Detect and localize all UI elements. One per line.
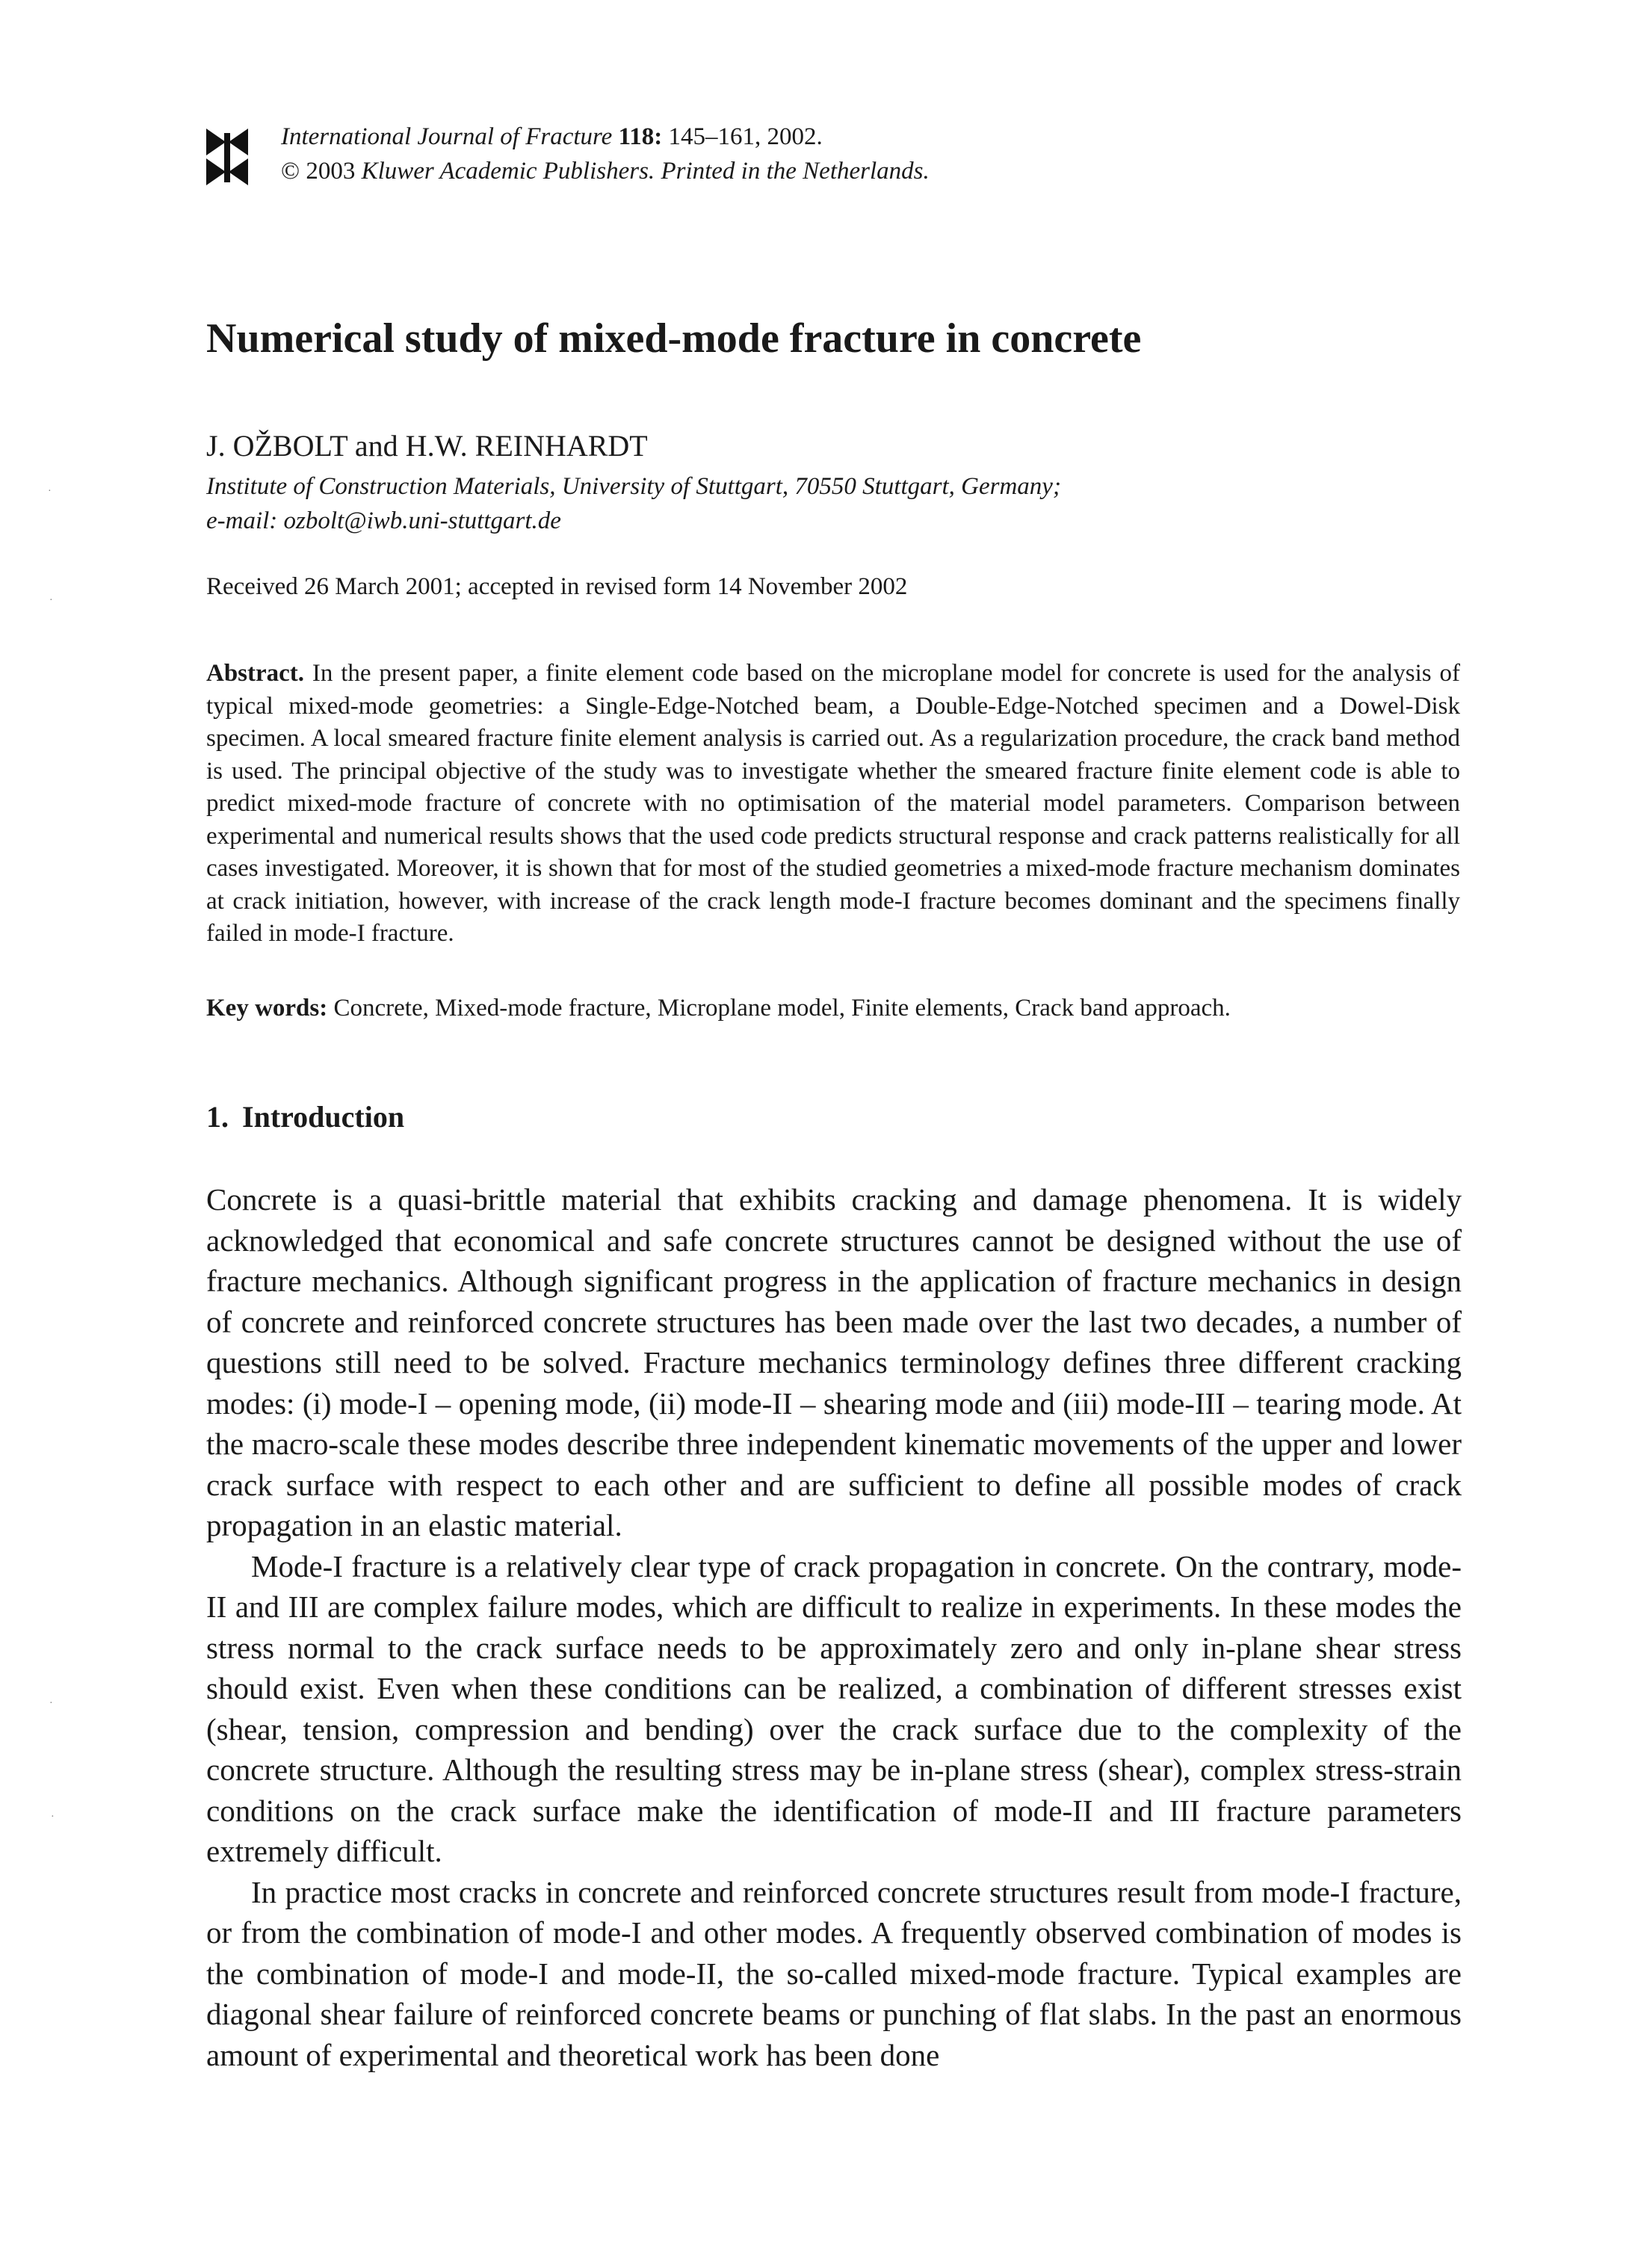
publisher-name: Kluwer Academic Publishers. [361, 158, 655, 185]
copyright-year: © 2003 [281, 158, 356, 185]
body-text [206, 1179, 1462, 2075]
scan-speck: · [51, 1811, 55, 1823]
keywords-text: Concrete, Mixed-mode fracture, Microplane model, Finite elements, Crack band approach. [333, 995, 1231, 1022]
received-dates: Received 26 March 2001; accepted in revised form 14 November 2002 [206, 573, 908, 600]
section-heading [206, 1097, 404, 1137]
journal-line-1 [281, 120, 930, 154]
journal-citation [281, 120, 930, 188]
paragraph: In practice most cracks in concrete and reinforced concrete structures result from mode-I fracture, or from the combination of mode-I and other modes. A frequently observed combination of modes is the combination of mode-I and mode-II, the so-called mixed-mode fracture. Typical examples are diagonal shear failure of reinforced concrete beams or punching of flat slabs. In the past an enormous amount of experimental and theoretical work has been done [206, 1874, 1462, 2072]
scan-speck: · [49, 595, 53, 606]
abstract-text: In the present paper, a finite element code based on the microplane model for concrete is used for the analysis of typical mixed-mode geometries: a Single-Edge-Notched beam, a Double-Edge-Notched specimen and a Dowel-Disk specimen. A local smeared fracture finite element analysis is carried out. As a regularization procedure, the crack band method is used. The principal objective of the study was to investigate whether the smeared fracture finite element code is able to predict mixed-mode fracture of concrete with no optimisation of the material model parameters. Comparison between experimental and numerical results shows that the used code predicts structural response and crack patterns realistically for all cases investigated. Moreover, it is shown that for most of the studied geometries a mixed-mode fracture mechanism dominates at crack initiation, however, with increase of the crack length mode-I fracture becomes dominant and the specimens finally failed in mode-I fracture. [206, 660, 1460, 947]
scan-speck: · [49, 1698, 53, 1709]
journal-volume: 118: [618, 123, 663, 150]
journal-name: International Journal of Fracture [281, 123, 613, 150]
affiliation-institute: Institute of Construction Materials, University of Stuttgart, 70550 Stuttgart, Germany; [206, 473, 1061, 500]
affiliation [206, 469, 1061, 538]
keywords [206, 992, 1460, 1025]
paragraph: Concrete is a quasi-brittle material that exhibits cracking and damage phenomena. It is widely acknowledged that economical and safe concrete structures cannot be designed without the use of fracture mechanics. Although significant progress in the application of fracture mechanics in design of concrete and reinforced concrete structures has been made over the last two decades, a number of questions still need to be solved. Fracture mechanics terminology defines three different cracking modes: (i) mode-I – opening mode, (ii) mode-II – shearing mode and (iii) mode-III – tearing mode. At the macro-scale these modes describe three independent kinematic movements of the upper and lower crack surface with respect to each other and are sufficient to define all possible modes of crack propagation in an elastic material. [206, 1182, 1462, 1542]
authors: J. OŽBOLT and H.W. REINHARDT [206, 429, 648, 463]
paper-title: Numerical study of mixed-mode fracture in concrete [206, 315, 1142, 362]
abstract [206, 658, 1460, 951]
paragraph: Mode-I fracture is a relatively clear type of crack propagation in concrete. On the contrary, mode-II and III are complex failure modes, which are difficult to realize in experiments. In these modes the stress normal to the crack surface needs to be approximately zero and only in-plane shear stress should exist. Even when these conditions can be realized, a combination of different stresses exist (shear, tension, compression and bending) over the crack surface due to the complexity of the concrete structure. Although the resulting stress may be in-plane stress (shear), complex stress-strain conditions on the crack surface make the identification of mode-II and III fracture parameters extremely difficult. [206, 1548, 1462, 1868]
printed-location: Printed in the Netherlands. [661, 158, 930, 185]
scan-speck: · [48, 486, 52, 497]
section-title: Introduction [242, 1100, 405, 1134]
abstract-label: Abstract. [206, 660, 305, 687]
keywords-label: Key words: [206, 995, 328, 1022]
section-number: 1. [206, 1100, 229, 1134]
journal-header [203, 120, 1249, 194]
journal-line-2 [281, 154, 930, 188]
affiliation-email: e-mail: ozbolt@iwb.uni-stuttgart.de [206, 507, 561, 534]
journal-pages-year: 145–161, 2002. [668, 123, 823, 150]
kluwer-logo-icon [203, 126, 251, 188]
